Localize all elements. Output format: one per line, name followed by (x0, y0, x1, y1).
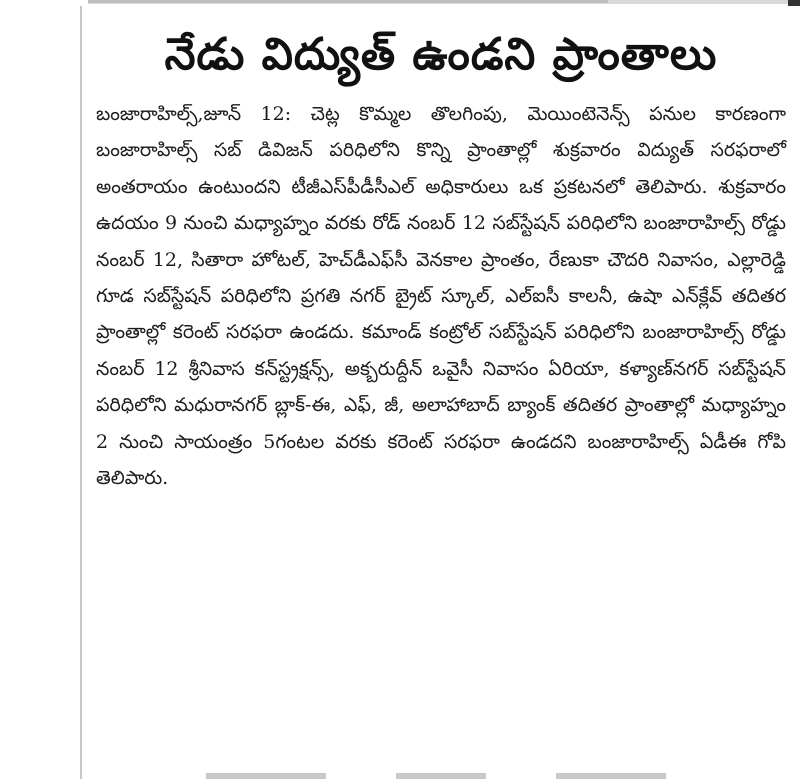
next-article-fragment (206, 773, 326, 779)
column-divider (80, 6, 82, 779)
next-article-fragment (556, 773, 666, 779)
top-rule-accent (88, 0, 608, 3)
article-body: బంజారాహిల్స్,జూన్ 12: చెట్ల కొమ్మల తొలగింపు, మెయింటెనెన్స్ పనుల కారణంగా బంజారాహిల్స్ సబ్ డివిజన్ పరిధిలోని కొన్ని ప్రాంతాల్లో శుక్రవారం విద్యుత్ సరఫరాలో అంతరాయం ఉంటుందని టీజీఎస్‌పీడీసీఎల్ అధికారులు ఒక ప్రకటనలో తెలిపారు. శుక్రవారం ఉదయం 9 నుంచి మధ్యాహ్నం వరకు రోడ్ నంబర్ 12 సబ్‌స్టేషన్ పరిధిలోని బంజారాహిల్స్ రోడ్డు నంబర్ 12, సితారా హోటల్, హెచ్‌డీఎఫ్‌సీ వెనకాల ప్రాంతం, రేణుకా చౌదరి నివాసం, ఎల్లారెడ్డి గూడ సబ్‌స్టేషన్ పరిధిలోని ప్రగతి నగర్ బ్రైట్ స్కూల్, ఎల్‌ఐసీ కాలనీ, ఉషా ఎన్‌క్లేవ్ తదితర ప్రాంతాల్లో కరెంట్ సరఫరా ఉండదు. కమాండ్ కంట్రోల్ సబ్‌స్టేషన్ పరిధిలోని బంజారాహిల్స్ రోడ్డు నంబర్ 12 శ్రీనివాస కన్‌స్ట్రక్షన్స్, అక్బరుద్దీన్ ఒవైసీ నివాసం ఏరియా, కళ్యాణ్‌నగర్ సబ్‌స్టేషన్ పరిధిలోని మధురానగర్ బ్లాక్-ఈ, ఎఫ్, జీ, అలాహాబాద్ బ్యాంక్ తదితర ప్రాంతాల్లో మధ్యాహ్నం 2 నుంచి సాయంత్రం 5గంటల వరకు కరెంట్ సరఫరా ఉండదని బంజారాహిల్స్ ఏడీఈ గోపి తెలిపారు. (96, 103, 786, 490)
article-headline: నేడు విద్యుత్ ఉండని ప్రాంతాలు (164, 29, 718, 80)
next-article-edge (96, 767, 786, 779)
news-article (96, 24, 786, 496)
next-article-fragment (396, 773, 486, 779)
corner-mark (788, 0, 800, 6)
